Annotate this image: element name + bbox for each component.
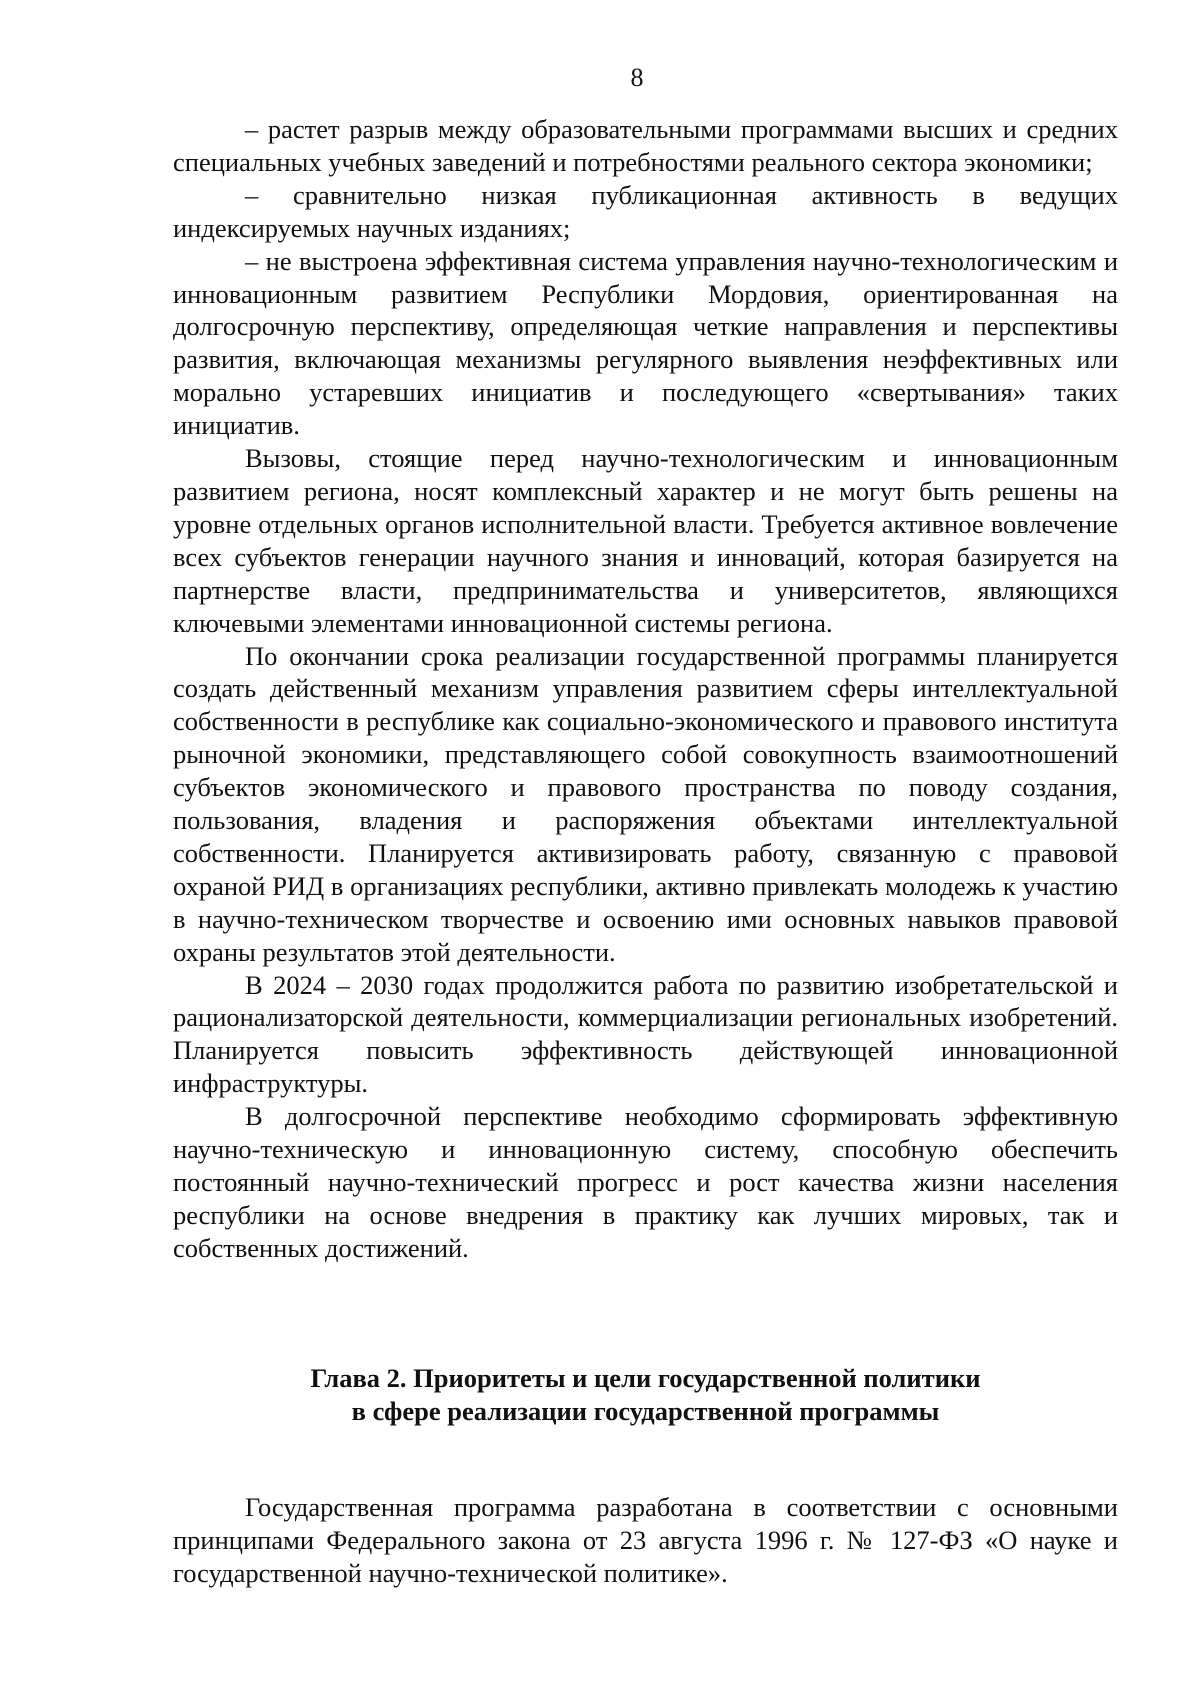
- chapter-heading: [173, 1362, 1118, 1428]
- paragraph-2024-2030: В 2024 – 2030 годах продолжится работа по развитию изобретательской и рационализаторской деятельности, коммерциализации региональных изобретений. Планируется повысить эффективность действующей инновационной инфраструктуры.: [173, 969, 1118, 1099]
- paragraph-challenges: Вызовы, стоящие перед научно-технологическим и инновационным развитием региона, носят комплексный характер и не могут быть решены на уровне отдельных органов исполнительной власти. Требуется активное вовлечение всех субъектов генерации научного знания и инноваций, которая базируется на партнерстве власти, предпринимательства и университетов, являющихся ключевыми элементами инновационной системы региона.: [173, 443, 1118, 638]
- paragraph-publication-activity: – сравнительно низкая публикационная активность в ведущих индексируемых научных изданиях;: [173, 179, 1118, 243]
- body-text: [173, 113, 1118, 1265]
- paragraph-management-system: – не выстроена эффективная система управления научно-технологическим и инновационным развитием Республики Мордовия, ориентированная на долгосрочную перспективу, определяющая четкие направления и перспективы развития, включающая механизмы регулярного выявления неэффективных или морально устаревших инициатив и последующего «свертывания» таких инициатив.: [173, 245, 1118, 441]
- paragraph-federal-law: Государственная программа разработана в соответствии с основными принципами Федерального закона от 23 августа 1996 г. № 127-ФЗ «О науке и государственной научно-технической политике».: [173, 1492, 1118, 1588]
- chapter-heading-line-1: Глава 2. Приоритеты и цели государственной политики: [310, 1363, 981, 1393]
- paragraph-program-outcome: По окончании срока реализации государственной программы планируется создать действенный механизм управления развитием сферы интеллектуальной собственности в республике как социально-экономического и правового института рыночной экономики, представляющего собой совокупность взаимоотношений субъектов экономического и правового пространства по поводу создания, пользования, владения и распоряжения объектами интеллектуальной собственности. Планируется активизировать работу, связанную с правовой охраной РИД в организациях республики, активно привлекать молодежь к участию в научно-техническом творчестве и освоению ими основных навыков правовой охраны результатов этой деятельности.: [173, 640, 1118, 967]
- closing-text: [173, 1491, 1118, 1590]
- chapter-heading-line-2: в сфере реализации государственной программы: [351, 1395, 940, 1426]
- paragraph-long-term: В долгосрочной перспективе необходимо сформировать эффективную научно-техническую и инновационную систему, способную обеспечить постоянный научно-технический прогресс и рост качества жизни населения республики на основе внедрения в практику как лучших мировых, так и собственных достижений.: [173, 1101, 1118, 1263]
- paragraph-gap-education: – растет разрыв между образовательными программами высших и средних специальных учебных заведений и потребностями реального сектора экономики;: [173, 114, 1118, 177]
- page-number: 8: [630, 63, 644, 92]
